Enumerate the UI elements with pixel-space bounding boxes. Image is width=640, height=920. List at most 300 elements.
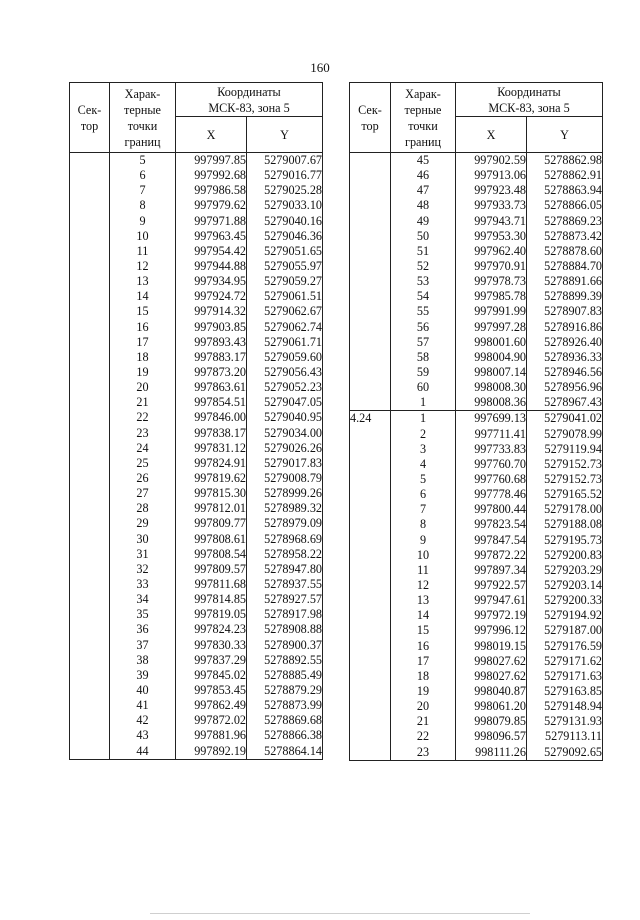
y-coordinate-cell: 5279007.67 — [247, 153, 323, 169]
x-coordinate-cell: 997943.71 — [456, 214, 527, 229]
table-row — [350, 244, 603, 259]
table-row — [350, 335, 603, 350]
y-coordinate-cell: 5279034.00 — [247, 426, 323, 441]
sector-cell — [350, 502, 391, 517]
sector-cell — [350, 350, 391, 365]
y-coordinate-cell: 5279046.36 — [247, 229, 323, 244]
table-row — [350, 380, 603, 395]
point-number-cell: 16 — [110, 320, 176, 335]
point-number-cell: 12 — [110, 259, 176, 274]
x-coordinate-cell: 997914.32 — [176, 304, 247, 319]
x-coordinate-cell: 997809.57 — [176, 562, 247, 577]
sector-cell — [70, 668, 110, 683]
x-coordinate-cell: 997985.78 — [456, 289, 527, 304]
x-coordinate-cell: 997997.85 — [176, 153, 247, 169]
x-coordinate-cell: 998007.14 — [456, 365, 527, 380]
x-coordinate-cell: 997892.19 — [176, 743, 247, 759]
y-coordinate-cell: 5279059.60 — [247, 350, 323, 365]
sector-cell — [70, 622, 110, 637]
point-number-cell: 17 — [391, 654, 456, 669]
x-coordinate-cell: 997972.19 — [456, 608, 527, 623]
point-number-cell: 15 — [391, 623, 456, 638]
sector-cell — [350, 259, 391, 274]
sector-cell — [70, 244, 110, 259]
point-number-cell: 5 — [110, 153, 176, 169]
table-row — [70, 622, 323, 637]
x-coordinate-cell: 997699.13 — [456, 411, 527, 427]
y-coordinate-cell: 5278862.91 — [527, 168, 603, 183]
table-row — [70, 471, 323, 486]
point-number-cell: 13 — [110, 274, 176, 289]
header-x: X — [176, 117, 247, 153]
table-row — [70, 229, 323, 244]
y-coordinate-cell: 5279203.14 — [527, 578, 603, 593]
table-row — [350, 168, 603, 183]
sector-cell — [70, 153, 110, 169]
y-coordinate-cell: 5278999.26 — [247, 486, 323, 501]
sector-cell — [350, 487, 391, 502]
y-coordinate-cell: 5278892.55 — [247, 653, 323, 668]
table-row — [70, 607, 323, 622]
table-row — [70, 562, 323, 577]
point-number-cell: 47 — [391, 183, 456, 198]
table-row — [350, 684, 603, 699]
sector-cell — [70, 698, 110, 713]
y-coordinate-cell: 5279047.05 — [247, 395, 323, 410]
x-coordinate-cell: 997838.17 — [176, 426, 247, 441]
table-row — [70, 320, 323, 335]
table-row — [70, 153, 323, 169]
point-number-cell: 12 — [391, 578, 456, 593]
header-coordinates: Координаты МСК-83, зона 5 — [176, 83, 323, 117]
y-coordinate-cell: 5279187.00 — [527, 623, 603, 638]
sector-cell — [70, 365, 110, 380]
table-row — [350, 350, 603, 365]
x-coordinate-cell: 997872.22 — [456, 548, 527, 563]
table-row — [350, 608, 603, 623]
x-coordinate-cell: 998027.62 — [456, 654, 527, 669]
sector-cell — [350, 457, 391, 472]
table-row — [350, 411, 603, 427]
point-number-cell: 46 — [391, 168, 456, 183]
point-number-cell: 9 — [110, 214, 176, 229]
table-row — [350, 744, 603, 760]
table-row — [70, 410, 323, 425]
table-row — [350, 533, 603, 548]
point-number-cell: 20 — [391, 699, 456, 714]
x-coordinate-cell: 997978.73 — [456, 274, 527, 289]
y-coordinate-cell: 5278878.60 — [527, 244, 603, 259]
y-coordinate-cell: 5278862.98 — [527, 153, 603, 169]
x-coordinate-cell: 997962.40 — [456, 244, 527, 259]
y-coordinate-cell: 5279092.65 — [527, 744, 603, 760]
y-coordinate-cell: 5279194.92 — [527, 608, 603, 623]
x-coordinate-cell: 997996.12 — [456, 623, 527, 638]
table-row — [70, 532, 323, 547]
y-coordinate-cell: 5279163.85 — [527, 684, 603, 699]
x-coordinate-cell: 997815.30 — [176, 486, 247, 501]
x-coordinate-cell: 997873.20 — [176, 365, 247, 380]
point-number-cell: 18 — [391, 669, 456, 684]
x-coordinate-cell: 997934.95 — [176, 274, 247, 289]
table-row — [70, 304, 323, 319]
table-row — [70, 365, 323, 380]
table-row — [350, 153, 603, 169]
point-number-cell: 50 — [391, 229, 456, 244]
x-coordinate-cell: 997963.45 — [176, 229, 247, 244]
y-coordinate-cell: 5278899.39 — [527, 289, 603, 304]
y-coordinate-cell: 5279148.94 — [527, 699, 603, 714]
y-coordinate-cell: 5278873.42 — [527, 229, 603, 244]
coordinates-table-right — [349, 82, 603, 761]
y-coordinate-cell: 5279176.59 — [527, 639, 603, 654]
y-coordinate-cell: 5278884.70 — [527, 259, 603, 274]
y-coordinate-cell: 5278864.14 — [247, 743, 323, 759]
table-row — [70, 259, 323, 274]
sector-cell — [350, 699, 391, 714]
table-row — [350, 472, 603, 487]
table-row — [350, 593, 603, 608]
x-coordinate-cell: 997733.83 — [456, 442, 527, 457]
point-number-cell: 27 — [110, 486, 176, 501]
x-coordinate-cell: 997854.51 — [176, 395, 247, 410]
point-number-cell: 55 — [391, 304, 456, 319]
point-number-cell: 2 — [391, 427, 456, 442]
x-coordinate-cell: 998061.20 — [456, 699, 527, 714]
sector-cell — [350, 669, 391, 684]
table-row — [70, 728, 323, 743]
sector-cell — [350, 639, 391, 654]
y-coordinate-cell: 5278908.88 — [247, 622, 323, 637]
table-row — [70, 713, 323, 728]
table-row — [350, 623, 603, 638]
table-row — [70, 683, 323, 698]
point-number-cell: 35 — [110, 607, 176, 622]
header-points: Харак- терные точки границ — [110, 83, 176, 153]
sector-cell — [350, 684, 391, 699]
x-coordinate-cell: 997811.68 — [176, 577, 247, 592]
point-number-cell: 56 — [391, 320, 456, 335]
point-number-cell: 14 — [110, 289, 176, 304]
y-coordinate-cell: 5278869.23 — [527, 214, 603, 229]
point-number-cell: 48 — [391, 198, 456, 213]
table-row — [350, 365, 603, 380]
x-coordinate-cell: 997778.46 — [456, 487, 527, 502]
y-coordinate-cell: 5278936.33 — [527, 350, 603, 365]
y-coordinate-cell: 5279062.74 — [247, 320, 323, 335]
y-coordinate-cell: 5279078.99 — [527, 427, 603, 442]
table-row — [350, 654, 603, 669]
table-row — [70, 183, 323, 198]
x-coordinate-cell: 997812.01 — [176, 501, 247, 516]
sector-cell — [70, 728, 110, 743]
y-coordinate-cell: 5279040.95 — [247, 410, 323, 425]
y-coordinate-cell: 5278926.40 — [527, 335, 603, 350]
x-coordinate-cell: 997819.05 — [176, 607, 247, 622]
y-coordinate-cell: 5278900.37 — [247, 638, 323, 653]
x-coordinate-cell: 997814.85 — [176, 592, 247, 607]
x-coordinate-cell: 998027.62 — [456, 669, 527, 684]
table-body — [350, 153, 603, 761]
table-row — [70, 289, 323, 304]
sector-cell — [350, 289, 391, 304]
x-coordinate-cell: 997883.17 — [176, 350, 247, 365]
table-row — [70, 592, 323, 607]
y-coordinate-cell: 5279059.27 — [247, 274, 323, 289]
sector-cell — [70, 289, 110, 304]
x-coordinate-cell: 997863.61 — [176, 380, 247, 395]
table-row — [350, 183, 603, 198]
y-coordinate-cell: 5278946.56 — [527, 365, 603, 380]
sector-cell — [70, 410, 110, 425]
y-coordinate-cell: 5279131.93 — [527, 714, 603, 729]
sector-cell — [70, 168, 110, 183]
y-coordinate-cell: 5279008.79 — [247, 471, 323, 486]
y-coordinate-cell: 5279200.83 — [527, 548, 603, 563]
sector-cell — [70, 259, 110, 274]
sector-cell — [70, 577, 110, 592]
table-row — [350, 259, 603, 274]
sector-cell — [70, 501, 110, 516]
y-coordinate-cell: 5278916.86 — [527, 320, 603, 335]
x-coordinate-cell: 998004.90 — [456, 350, 527, 365]
table-row — [70, 577, 323, 592]
table-row — [350, 289, 603, 304]
x-coordinate-cell: 997760.68 — [456, 472, 527, 487]
y-coordinate-cell: 5278873.99 — [247, 698, 323, 713]
y-coordinate-cell: 5278956.96 — [527, 380, 603, 395]
sector-cell — [350, 320, 391, 335]
table-row — [70, 486, 323, 501]
x-coordinate-cell: 997824.23 — [176, 622, 247, 637]
point-number-cell: 59 — [391, 365, 456, 380]
point-number-cell: 58 — [391, 350, 456, 365]
y-coordinate-cell: 5278937.55 — [247, 577, 323, 592]
point-number-cell: 1 — [391, 395, 456, 411]
sector-cell — [70, 229, 110, 244]
x-coordinate-cell: 997954.42 — [176, 244, 247, 259]
x-coordinate-cell: 997808.61 — [176, 532, 247, 547]
header-sector: Сек- тор — [70, 83, 110, 153]
header-y: Y — [247, 117, 323, 153]
point-number-cell: 30 — [110, 532, 176, 547]
x-coordinate-cell: 997846.00 — [176, 410, 247, 425]
sector-cell — [70, 350, 110, 365]
x-coordinate-cell: 998079.85 — [456, 714, 527, 729]
header-y: Y — [527, 117, 603, 153]
y-coordinate-cell: 5278891.66 — [527, 274, 603, 289]
point-number-cell: 7 — [391, 502, 456, 517]
point-number-cell: 60 — [391, 380, 456, 395]
sector-cell — [70, 456, 110, 471]
table-row — [70, 668, 323, 683]
y-coordinate-cell: 5279119.94 — [527, 442, 603, 457]
y-coordinate-cell: 5279113.11 — [527, 729, 603, 744]
x-coordinate-cell: 998001.60 — [456, 335, 527, 350]
point-number-cell: 5 — [391, 472, 456, 487]
x-coordinate-cell: 997992.68 — [176, 168, 247, 183]
x-coordinate-cell: 997979.62 — [176, 198, 247, 213]
point-number-cell: 6 — [391, 487, 456, 502]
table-row — [70, 547, 323, 562]
table-row — [350, 395, 603, 411]
y-coordinate-cell: 5279033.10 — [247, 198, 323, 213]
table-row — [70, 335, 323, 350]
table-row — [70, 395, 323, 410]
sector-cell — [350, 380, 391, 395]
point-number-cell: 43 — [110, 728, 176, 743]
point-number-cell: 22 — [391, 729, 456, 744]
y-coordinate-cell: 5279055.97 — [247, 259, 323, 274]
point-number-cell: 8 — [391, 517, 456, 532]
table-row — [350, 427, 603, 442]
sector-cell — [350, 563, 391, 578]
table-row — [350, 578, 603, 593]
point-number-cell: 54 — [391, 289, 456, 304]
x-coordinate-cell: 997711.41 — [456, 427, 527, 442]
point-number-cell: 21 — [110, 395, 176, 410]
y-coordinate-cell: 5279152.73 — [527, 457, 603, 472]
sector-cell — [350, 198, 391, 213]
table-row — [350, 214, 603, 229]
sector-cell — [350, 548, 391, 563]
y-coordinate-cell: 5278947.80 — [247, 562, 323, 577]
point-number-cell: 22 — [110, 410, 176, 425]
table-row — [70, 743, 323, 759]
point-number-cell: 39 — [110, 668, 176, 683]
sector-cell — [70, 214, 110, 229]
sector-cell — [350, 729, 391, 744]
sector-cell — [70, 592, 110, 607]
sector-cell — [70, 198, 110, 213]
sector-cell — [350, 654, 391, 669]
table-row — [70, 214, 323, 229]
y-coordinate-cell: 5278879.29 — [247, 683, 323, 698]
sector-cell — [70, 274, 110, 289]
table-row — [350, 487, 603, 502]
y-coordinate-cell: 5279016.77 — [247, 168, 323, 183]
x-coordinate-cell: 997944.88 — [176, 259, 247, 274]
y-coordinate-cell: 5279178.00 — [527, 502, 603, 517]
point-number-cell: 32 — [110, 562, 176, 577]
sector-cell — [350, 623, 391, 638]
sector-cell — [70, 335, 110, 350]
table-row — [70, 638, 323, 653]
table-row — [70, 274, 323, 289]
y-coordinate-cell: 5278967.43 — [527, 395, 603, 411]
y-coordinate-cell: 5279017.83 — [247, 456, 323, 471]
y-coordinate-cell: 5278979.09 — [247, 516, 323, 531]
sector-cell: 4.24 — [350, 411, 391, 427]
table-row — [350, 457, 603, 472]
sector-cell — [350, 335, 391, 350]
sector-cell — [70, 486, 110, 501]
point-number-cell: 13 — [391, 593, 456, 608]
y-coordinate-cell: 5279041.02 — [527, 411, 603, 427]
point-number-cell: 45 — [391, 153, 456, 169]
y-coordinate-cell: 5278885.49 — [247, 668, 323, 683]
point-number-cell: 14 — [391, 608, 456, 623]
y-coordinate-cell: 5278869.68 — [247, 713, 323, 728]
sector-cell — [350, 533, 391, 548]
sector-cell — [70, 562, 110, 577]
point-number-cell: 24 — [110, 441, 176, 456]
y-coordinate-cell: 5278968.69 — [247, 532, 323, 547]
coordinates-table-left — [69, 82, 323, 760]
x-coordinate-cell: 997947.61 — [456, 593, 527, 608]
page-edge-line — [150, 913, 530, 914]
sector-cell — [70, 638, 110, 653]
sector-cell — [350, 744, 391, 760]
sector-cell — [350, 714, 391, 729]
point-number-cell: 4 — [391, 457, 456, 472]
sector-cell — [350, 365, 391, 380]
x-coordinate-cell: 997986.58 — [176, 183, 247, 198]
table-row — [350, 198, 603, 213]
y-coordinate-cell: 5279051.65 — [247, 244, 323, 259]
y-coordinate-cell: 5278866.38 — [247, 728, 323, 743]
sector-cell — [350, 274, 391, 289]
page-number: 160 — [310, 60, 330, 75]
table-row — [70, 380, 323, 395]
y-coordinate-cell: 5279171.62 — [527, 654, 603, 669]
sector-cell — [70, 653, 110, 668]
table-body — [70, 153, 323, 760]
table-row — [70, 244, 323, 259]
sector-cell — [350, 168, 391, 183]
y-coordinate-cell: 5278863.94 — [527, 183, 603, 198]
sector-cell — [70, 471, 110, 486]
point-number-cell: 40 — [110, 683, 176, 698]
x-coordinate-cell: 998008.30 — [456, 380, 527, 395]
sector-cell — [350, 183, 391, 198]
x-coordinate-cell: 997809.77 — [176, 516, 247, 531]
x-coordinate-cell: 997924.72 — [176, 289, 247, 304]
y-coordinate-cell: 5279165.52 — [527, 487, 603, 502]
point-number-cell: 21 — [391, 714, 456, 729]
x-coordinate-cell: 997897.34 — [456, 563, 527, 578]
header-x: X — [456, 117, 527, 153]
point-number-cell: 23 — [391, 744, 456, 760]
y-coordinate-cell: 5278989.32 — [247, 501, 323, 516]
table-row — [70, 698, 323, 713]
x-coordinate-cell: 997903.85 — [176, 320, 247, 335]
x-coordinate-cell: 997922.57 — [456, 578, 527, 593]
table-row — [70, 653, 323, 668]
table-row — [70, 350, 323, 365]
point-number-cell: 19 — [391, 684, 456, 699]
table-row — [350, 639, 603, 654]
y-coordinate-cell: 5279062.67 — [247, 304, 323, 319]
point-number-cell: 19 — [110, 365, 176, 380]
point-number-cell: 11 — [391, 563, 456, 578]
x-coordinate-cell: 997902.59 — [456, 153, 527, 169]
point-number-cell: 29 — [110, 516, 176, 531]
point-number-cell: 11 — [110, 244, 176, 259]
table-row — [70, 456, 323, 471]
table-row — [350, 517, 603, 532]
x-coordinate-cell: 998040.87 — [456, 684, 527, 699]
x-coordinate-cell: 997862.49 — [176, 698, 247, 713]
sector-cell — [70, 713, 110, 728]
point-number-cell: 51 — [391, 244, 456, 259]
point-number-cell: 18 — [110, 350, 176, 365]
sector-cell — [70, 516, 110, 531]
x-coordinate-cell: 997823.54 — [456, 517, 527, 532]
x-coordinate-cell: 997800.44 — [456, 502, 527, 517]
y-coordinate-cell: 5278958.22 — [247, 547, 323, 562]
point-number-cell: 52 — [391, 259, 456, 274]
